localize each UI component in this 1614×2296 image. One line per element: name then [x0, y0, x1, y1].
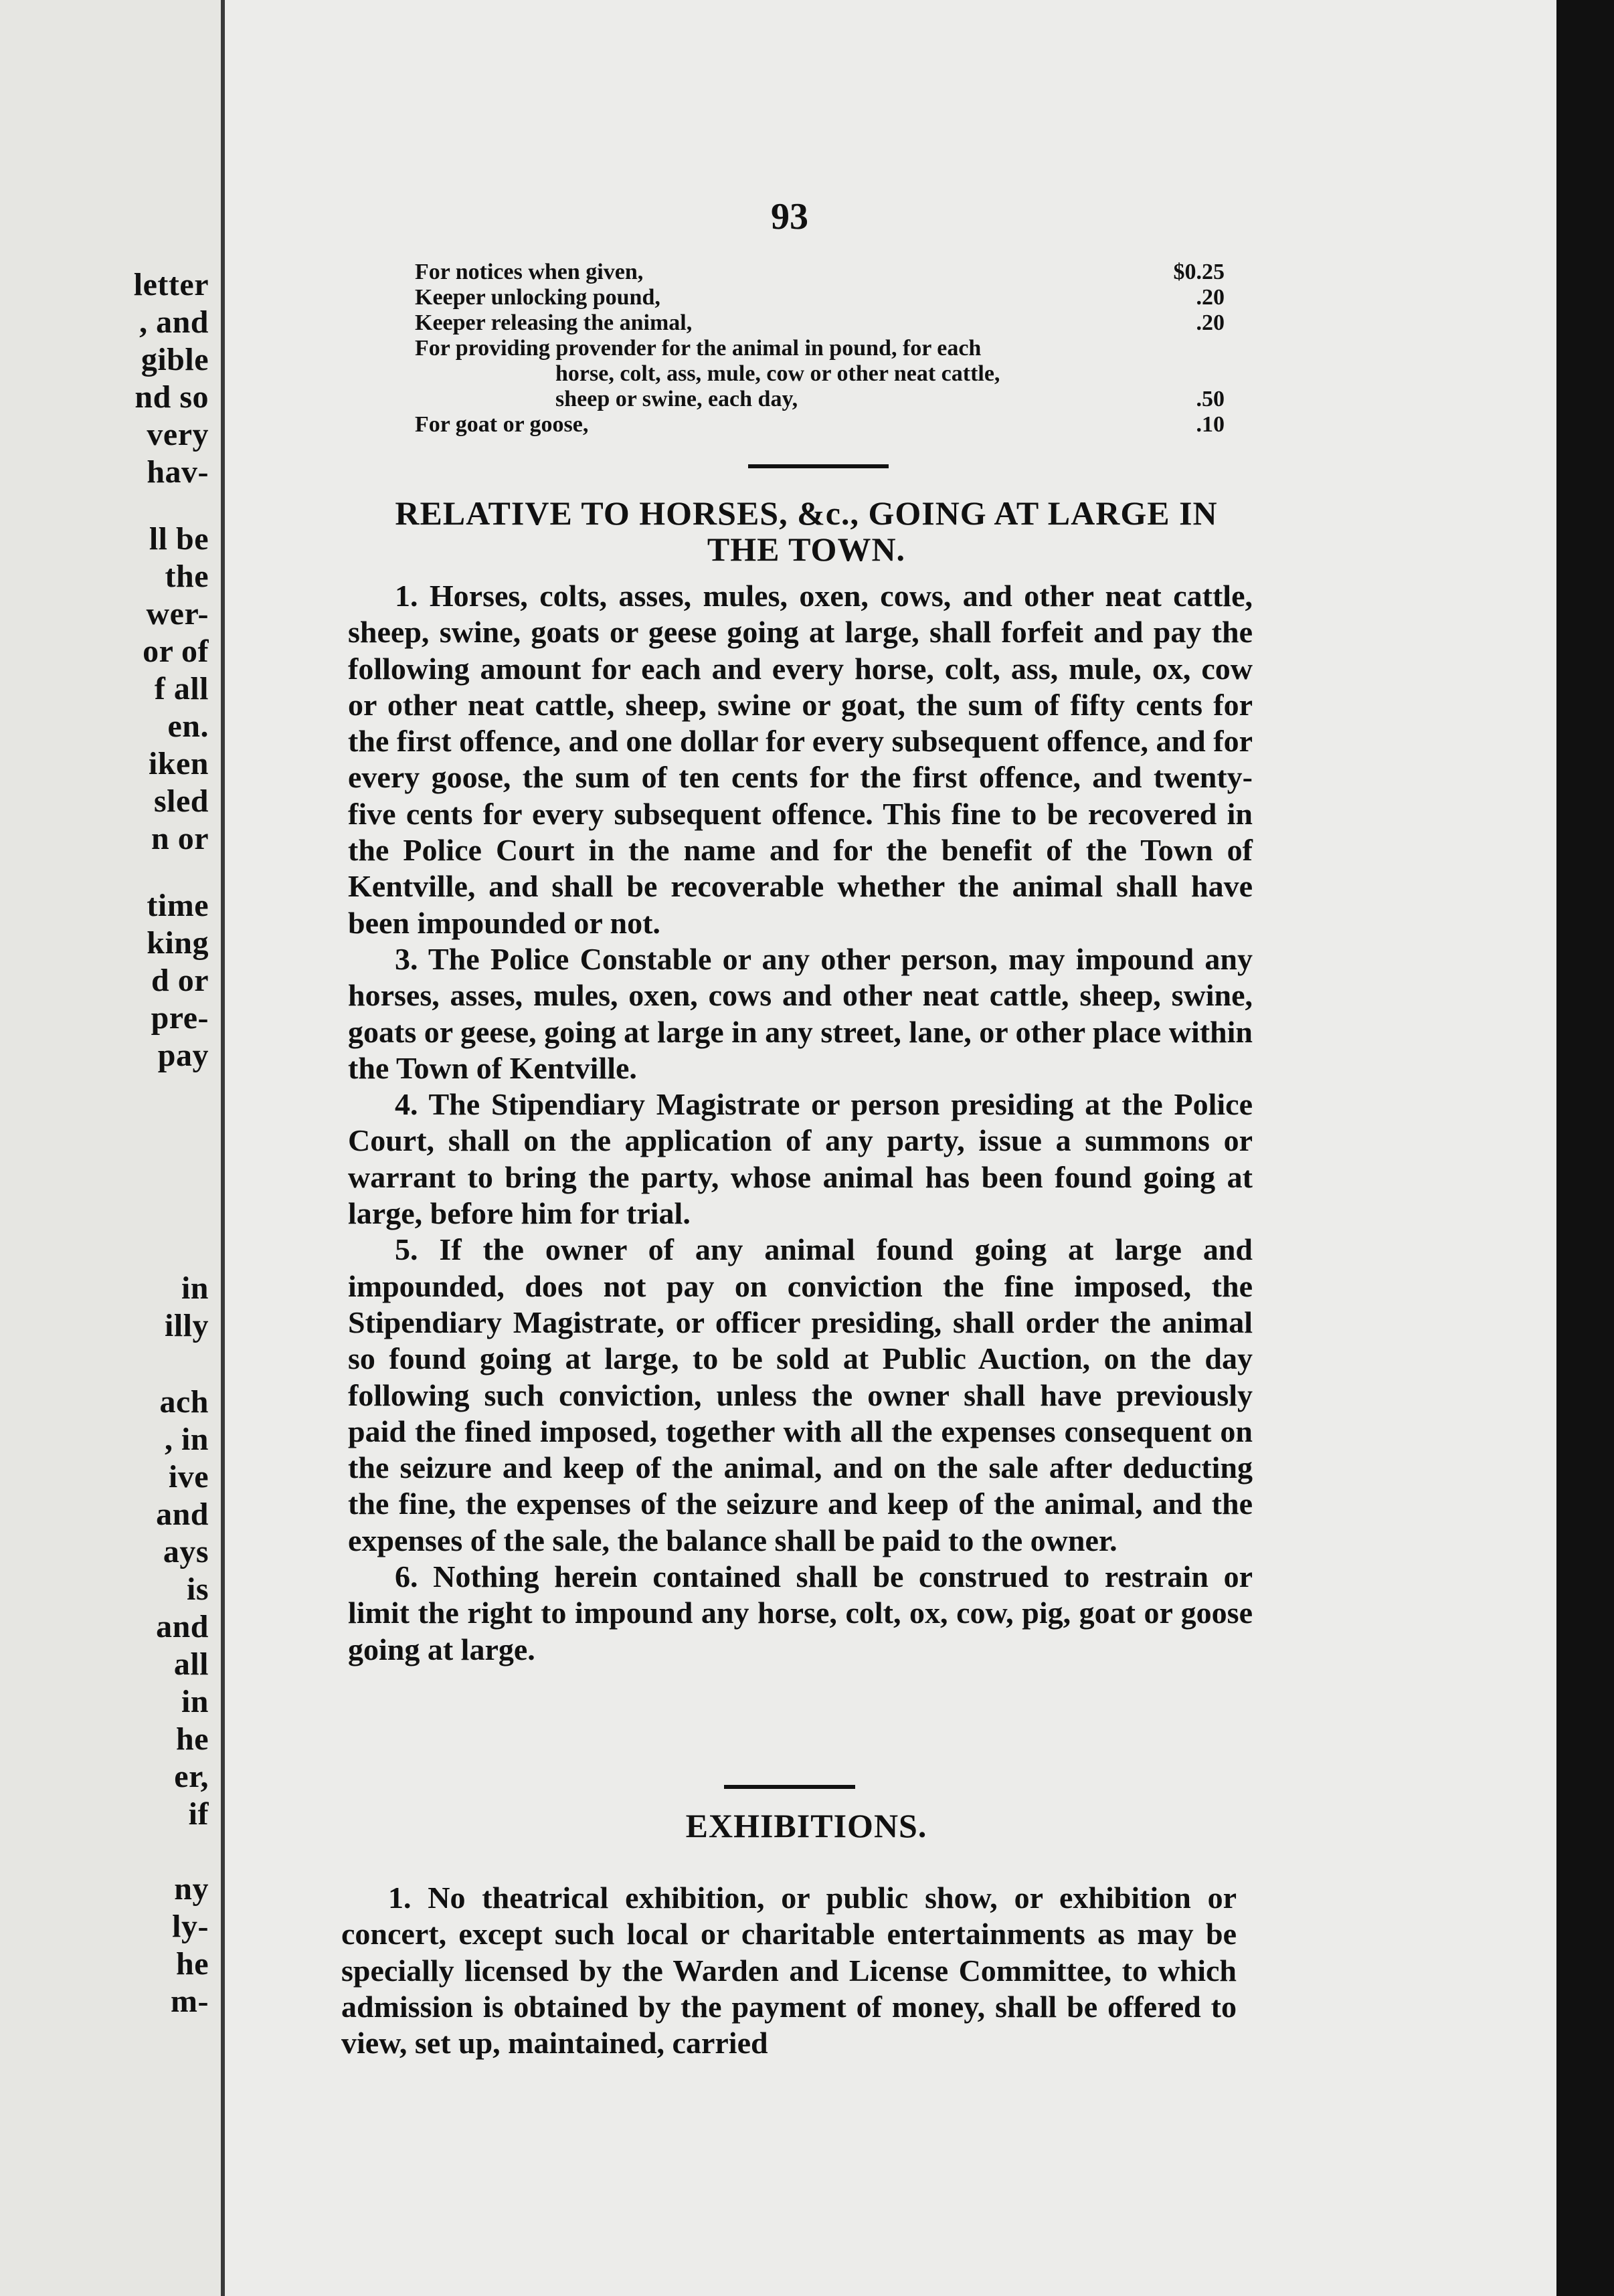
previous-page-fragment: if [188, 1796, 209, 1832]
fee-label: For goat or goose, [415, 412, 589, 437]
paragraph: 6. Nothing herein contained shall be construed to restrain or limit the right to impound any horse, colt, ox, cow, pig, goat or goose going at large. [348, 1559, 1253, 1666]
previous-page-fragment: letter [133, 267, 209, 302]
fee-row [415, 260, 1225, 285]
previous-page-fragment: ly- [172, 1909, 209, 1944]
previous-page-fragment: ays [163, 1534, 209, 1569]
fee-amount: .10 [1196, 412, 1225, 437]
previous-page-fragment: is [186, 1571, 209, 1607]
previous-page-fragment: ive [168, 1459, 209, 1495]
fee-row [415, 361, 1225, 387]
fee-amount: .20 [1196, 285, 1225, 310]
previous-page-fragment: in [181, 1270, 209, 1306]
section-exhibitions-text [341, 1880, 1237, 2061]
previous-page-fragment: and [156, 1609, 209, 1644]
previous-page-fragment: pre- [151, 1000, 209, 1036]
fee-label: Keeper releasing the animal, [415, 310, 693, 335]
previous-page-fragment: er, [174, 1759, 209, 1794]
previous-page-fragment: very [147, 417, 209, 452]
previous-page-fragment: nd so [134, 379, 209, 415]
previous-page-fragment: iken [148, 746, 209, 781]
heading-exhibitions: EXHIBITIONS. [685, 1807, 927, 1844]
previous-page-edge [0, 0, 221, 2296]
previous-page-fragment: the [165, 559, 209, 594]
previous-page-fragment: in [181, 1684, 209, 1719]
section-divider [724, 1785, 855, 1789]
previous-page-fragment: he [176, 1721, 209, 1757]
section-divider [748, 464, 889, 468]
paragraph: 4. The Stipendiary Magistrate or person presiding at the Police Court, shall on the application of any party, issue a summons or warrant to bring the party, whose animal has been found going at large, before him for trial. [348, 1087, 1253, 1231]
previous-page-fragment: gible [141, 342, 209, 377]
fee-row [415, 387, 1225, 412]
scan-border [1556, 0, 1614, 2296]
page-number: 93 [771, 196, 808, 237]
fee-amount: .20 [1196, 310, 1225, 335]
previous-page-fragment: and [156, 1497, 209, 1532]
previous-page-fragment: ll be [149, 521, 209, 557]
previous-page-fragment: d or [151, 963, 209, 998]
fee-amount: .50 [1196, 387, 1225, 411]
previous-page-fragment: n or [151, 821, 209, 856]
paragraph: 3. The Police Constable or any other person, may impound any horses, asses, mules, oxen, cows and other neat cattle, sheep, swine, goats or geese, going at large in any street, lane, or other place within the Town of Kentville. [348, 941, 1253, 1085]
previous-page-fragment: time [147, 888, 209, 923]
fee-row [415, 310, 1225, 336]
paragraph: 1. Horses, colts, asses, mules, oxen, cows, and other neat cattle, sheep, swine, goats or geese going at large, shall forfeit and pay the following amount for each and every horse, colt, ass, mule, ox, cow or other neat cattle, sheep, swine or goat, the sum of fifty cents for the first offence, and one dollar for every subsequent offence, and for every goose, the sum of ten cents for the first offence, and twenty-five cents for every subsequent offence. This fine to be recovered in the Police Court in the name and for the benefit of the Town of Kentville, and shall be recoverable whether the animal shall have been impounded or not. [348, 579, 1253, 940]
previous-page-fragment: sled [153, 783, 209, 819]
previous-page-fragment: m- [171, 1984, 209, 2019]
previous-page-fragment: , in [164, 1422, 209, 1457]
previous-page-fragment: en. [167, 708, 209, 744]
fee-schedule [415, 260, 1225, 438]
fee-label: For notices when given, [415, 260, 644, 284]
paragraph: 1. No theatrical exhibition, or public show, or exhibition or concert, except such local or charitable entertainments as may be specially licensed by the Warden and License Committee, to which admission is obtained by the payment of money, shall be offered to view, set up, maintained, carried [341, 1881, 1237, 2061]
fee-label: Keeper unlocking pound, [415, 285, 660, 310]
previous-page-fragment: , and [139, 304, 209, 340]
previous-page-fragment: wer- [146, 596, 209, 632]
previous-page-fragment: ach [159, 1384, 209, 1420]
previous-page-fragment: illy [164, 1308, 209, 1343]
section-horses-text [348, 578, 1253, 1668]
previous-page-fragment: he [176, 1946, 209, 1982]
fee-label: horse, colt, ass, mule, cow or other neat cattle, [555, 361, 1000, 386]
previous-page-fragment: hav- [147, 454, 209, 490]
previous-page-fragment: pay [157, 1038, 209, 1073]
fee-row [415, 285, 1225, 310]
previous-page-fragment: ny [174, 1871, 209, 1907]
fee-row [415, 336, 1225, 361]
fee-label: sheep or swine, each day, [555, 387, 798, 411]
fee-amount: $0.25 [1173, 260, 1225, 284]
fee-label: For providing provender for the animal in pound, for each [415, 336, 982, 361]
heading-horses: RELATIVE TO HORSES, &c., GOING AT LARGE IN THE TOWN. [395, 494, 1218, 568]
previous-page-fragment: f all [154, 671, 209, 706]
fee-row [415, 412, 1225, 438]
previous-page-fragment: king [147, 925, 209, 961]
paragraph: 5. If the owner of any animal found going at large and impounded, does not pay on conviction the fine imposed, the Stipendiary Magistrate, or officer presiding, shall order the animal so found going at large, to be sold at Public Auction, on the day following such conviction, unless the owner shall have previously paid the fined imposed, together with all the expenses consequent on the seizure and keep of the animal, and on the sale after deducting the fine, the expenses of the seizure and keep of the animal, and the expenses of the sale, the balance shall be paid to the owner. [348, 1232, 1253, 1557]
previous-page-fragment: or of [143, 634, 209, 669]
previous-page-fragment: all [173, 1646, 209, 1682]
